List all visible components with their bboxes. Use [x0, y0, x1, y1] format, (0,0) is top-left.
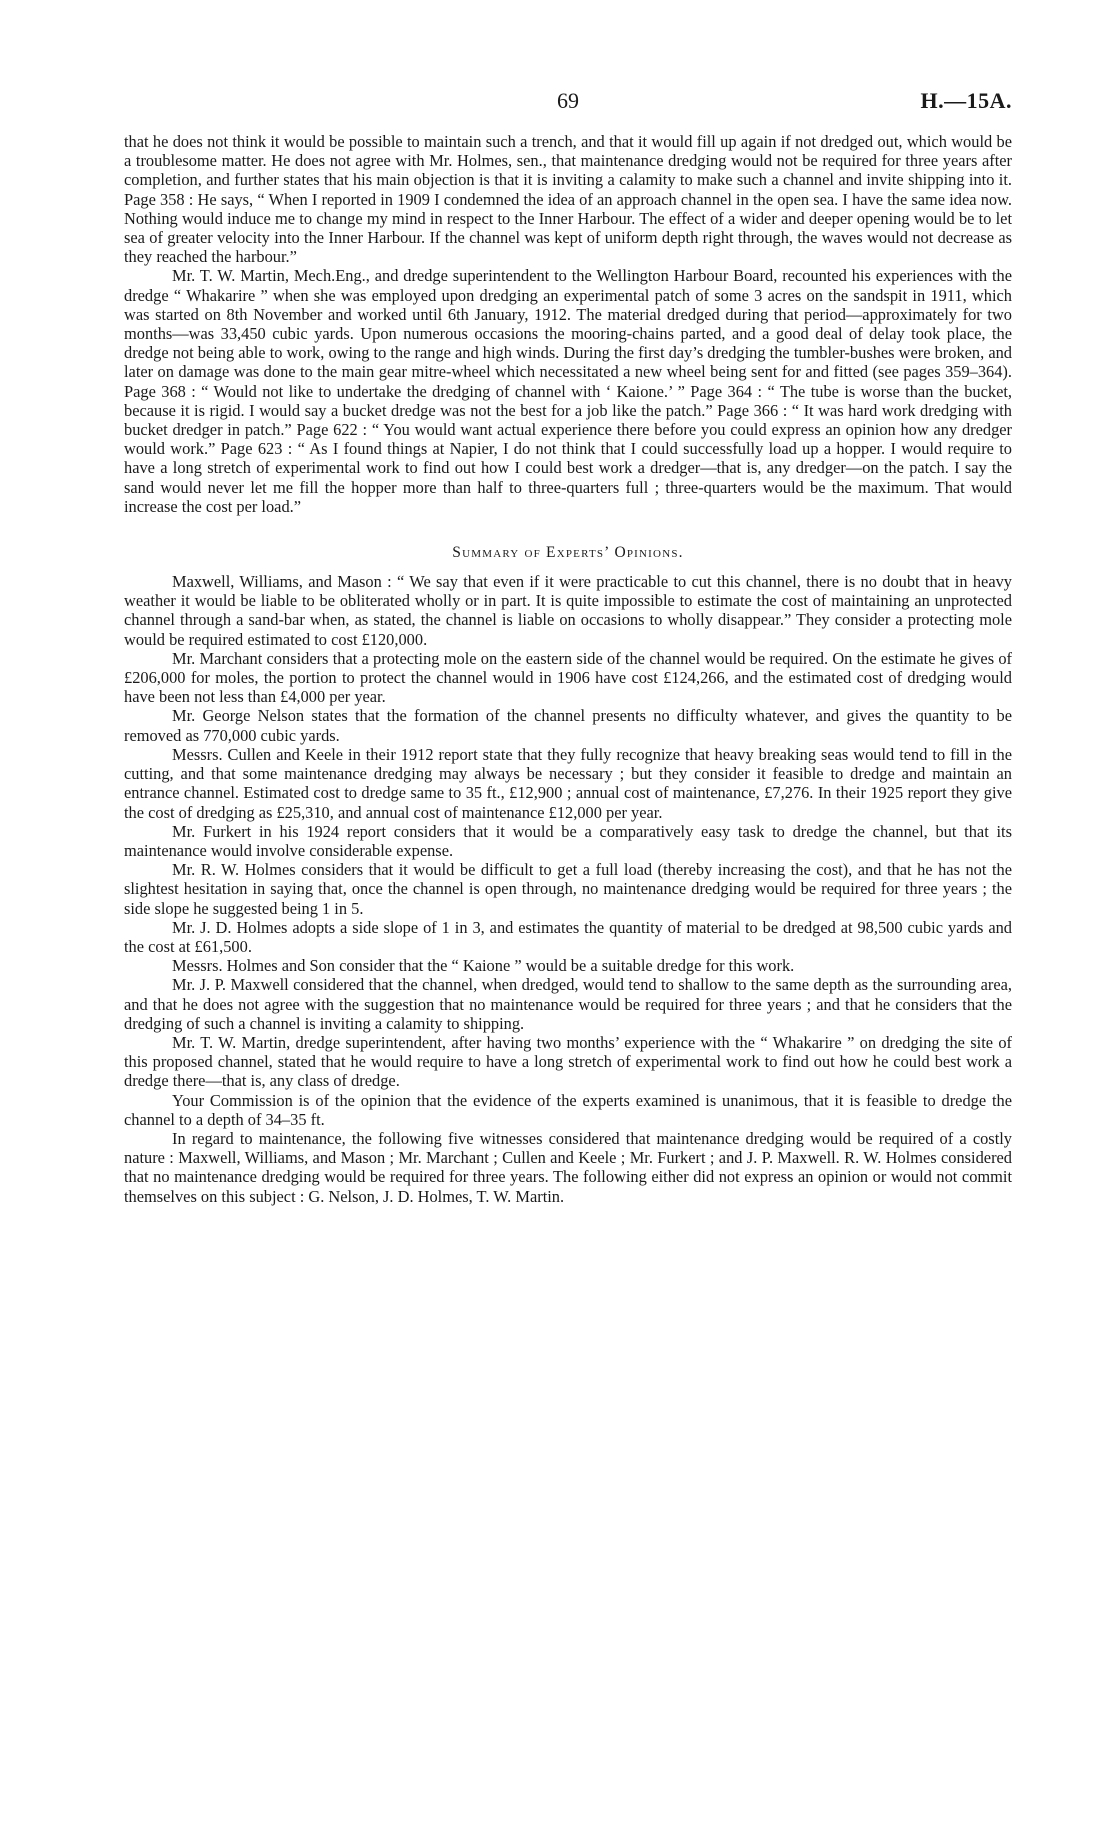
- page-header: [124, 88, 1012, 132]
- paragraph-nelson: Mr. George Nelson states that the formation of the channel presents no difficulty whatever, and gives the quantity to be removed as 770,000 cubic yards.: [124, 706, 1012, 745]
- section-heading: Summary of Experts’ Opinions.: [452, 544, 684, 562]
- body-text: [124, 132, 1012, 1206]
- document-reference: H.—15A.: [920, 88, 1012, 113]
- page-number: 69: [557, 88, 579, 113]
- paragraph-marchant: Mr. Marchant considers that a protecting mole on the eastern side of the channel would be required. On the estimate he gives of £206,000 for moles, the portion to protect the channel would in 1906 have cost £124,266, and the estimated cost of dredging would have been not less than £4,000 per year.: [124, 648, 1012, 707]
- paragraph-rw-holmes: Mr. R. W. Holmes considers that it would be difficult to get a full load (thereby increasing the cost), and that he has not the slightest hesitation in saying that, once the channel is open through, no maintenance dredging would be required for three years ; the side slope he suggested being 1 in 5.: [124, 860, 1012, 918]
- paragraph-tw-martin: Mr. T. W. Martin, dredge superintendent, after having two months’ experience with the “ Whakarire ” on dredging the site of this proposed channel, stated that he would require to have a long stretch of experimental work to find out how he could best work a dredge there—that is, any class of dredge.: [124, 1032, 1012, 1091]
- paragraph-commission-opinion: Your Commission is of the opinion that the evidence of the experts examined is unanimous, that it is feasible to dredge the channel to a depth of 34–35 ft.: [124, 1090, 1012, 1129]
- paragraph-furkert: Mr. Furkert in his 1924 report considers that it would be a comparatively easy task to dredge the channel, but that its maintenance would involve considerable expense.: [124, 821, 1012, 860]
- paragraph-cullen-keele: Messrs. Cullen and Keele in their 1912 report state that they fully recognize that heavy breaking seas would tend to fill in the cutting, and that some maintenance dredging may always be necessary ; but they consider it feasible to dredge and maintain an entrance channel. Estimated cost to dredge same to 35 ft., £12,900 ; annual cost of maintenance, £7,276. In their 1925 report they give the cost of dredging as £25,310, and annual cost of maintenance £12,000 per year.: [124, 744, 1012, 822]
- paragraph-continued: that he does not think it would be possible to maintain such a trench, and that it would fill up again if not dredged out, which would be a troublesome matter. He does not agree with Mr. Holmes, sen., that maintenance dredging would not be required for three years after completion, and further states that his main objection is that it is inviting a calamity to make such a channel and invite shipping into it. Page 358 : He says, “ When I reported in 1909 I condemned the idea of an approach channel in the open sea. I have the same idea now. Nothing would induce me to change my mind in respect to the Inner Harbour. The effect of a wider and deeper opening would be to let sea of greater velocity into the Inner Harbour. If the channel was kept of uniform depth right through, the waves would not decrease as they reached the harbour.”: [124, 132, 1012, 267]
- document-page: [124, 88, 1012, 1206]
- paragraph-maxwell-williams-mason: Maxwell, Williams, and Mason : “ We say that even if it were practicable to cut this channel, there is no doubt that in heavy weather it would be liable to be obliterated wholly or in part. It is quite impossible to estimate the cost of maintaining an unprotected channel through a sand-bar when, as stated, the channel is liable on occasions to wholly disappear.” They consider a protecting mole would be required estimated to cost £120,000.: [124, 572, 1012, 649]
- paragraph-maintenance: In regard to maintenance, the following five witnesses considered that maintenance dredging would be required of a costly nature : Maxwell, Williams, and Mason ; Mr. Marchant ; Cullen and Keele ; Mr. Furkert ; and J. P. Maxwell. R. W. Holmes considered that no maintenance dredging would be required for three years. The following either did not express an opinion or would not commit themselves on this subject : G. Nelson, J. D. Holmes, T. W. Martin.: [124, 1128, 1012, 1206]
- paragraph-martin-evidence: Mr. T. W. Martin, Mech.Eng., and dredge superintendent to the Wellington Harbour Board, recounted his experiences with the dredge “ Whakarire ” when she was employed upon dredging an experimental patch of some 3 acres on the sandspit in 1911, which was started on 8th November and worked until 6th January, 1912. The material dredged during that period—approximately for two months—was 33,450 cubic yards. Upon numerous occasions the mooring-chains parted, and a good deal of delay took place, the dredge not being able to work, owing to the range and high winds. During the first day’s dredging the tumbler-bushes were broken, and later on damage was done to the main gear mitre-wheel which necessitated a new wheel being sent for and fitted (see pages 359–364). Page 368 : “ Would not like to undertake the dredging of channel with ‘ Kaione.’ ” Page 364 : “ The tube is worse than the bucket, because it is rigid. I would say a bucket dredge was not the best for a job like the patch.” Page 366 : “ It was hard work dredging with bucket dredger in patch.” Page 622 : “ You would want actual experience there before you could express an opinion how any dredger would work.” Page 623 : “ As I found things at Napier, I do not think that I could successfully load up a hopper. I would require to have a long stretch of experimental work to find out how I could best work a dredger—that is, any dredger—on the patch. I say the sand would never let me fill the hopper more than half to three-quarters full ; three-quarters would be the maximum. That would increase the cost per load.”: [124, 266, 1012, 516]
- paragraph-jd-holmes: Mr. J. D. Holmes adopts a side slope of 1 in 3, and estimates the quantity of material to be dredged at 98,500 cubic yards and the cost at £61,500.: [124, 917, 1012, 956]
- paragraph-holmes-and-son: Messrs. Holmes and Son consider that the “ Kaione ” would be a suitable dredge for this work.: [172, 956, 795, 976]
- paragraph-jp-maxwell: Mr. J. P. Maxwell considered that the channel, when dredged, would tend to shallow to the same depth as the surrounding area, and that he does not agree with the suggestion that no maintenance would be required for three years ; and that he considers that the dredging of such a channel is inviting a calamity to shipping.: [124, 975, 1012, 1033]
